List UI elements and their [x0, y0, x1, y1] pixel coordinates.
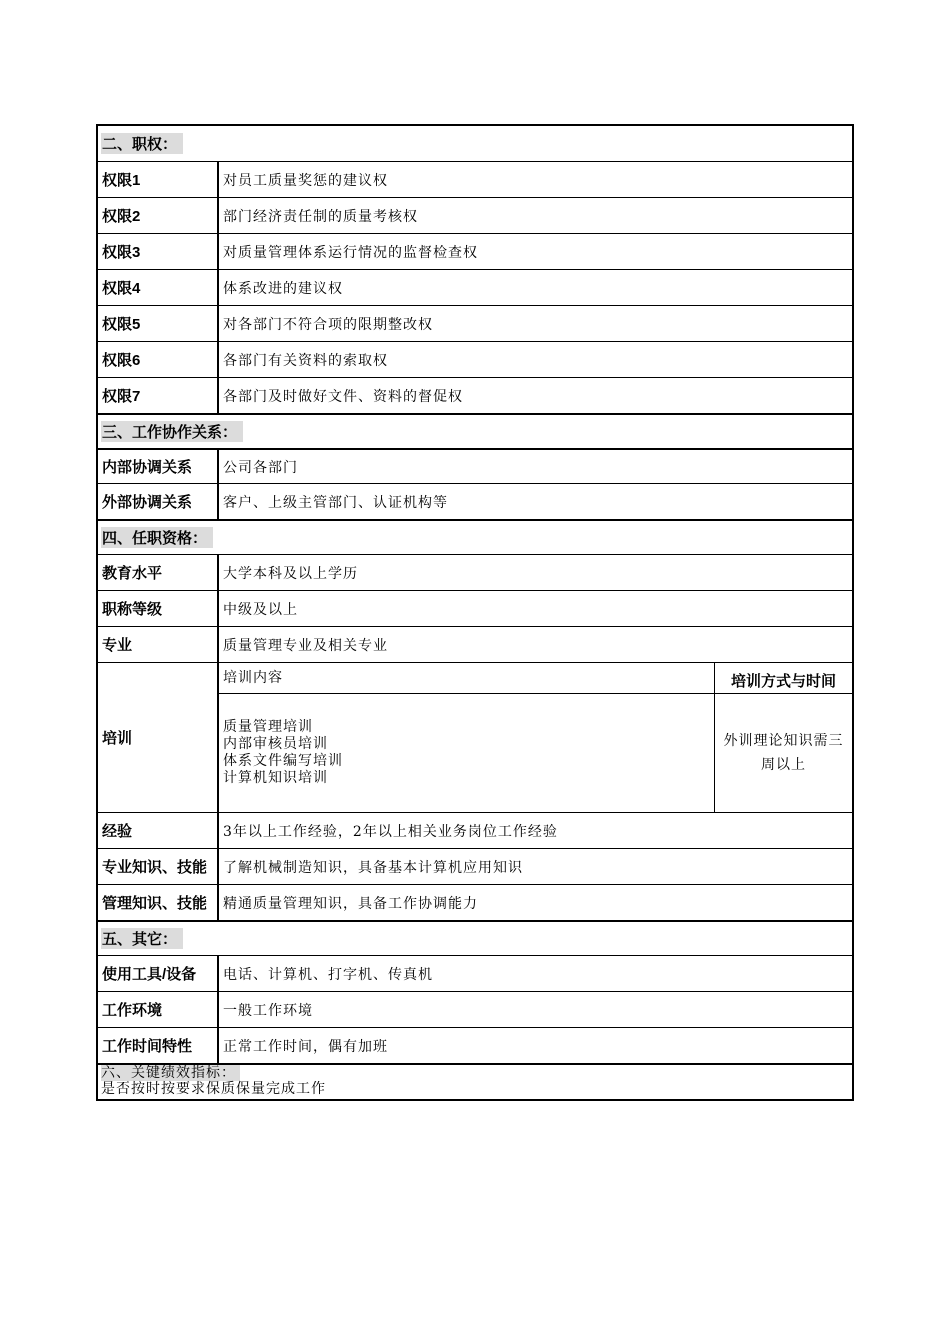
major-value: 质量管理专业及相关专业	[223, 637, 388, 654]
training-label: 培训	[98, 663, 219, 812]
training-item: 质量管理培训	[223, 719, 313, 735]
cooperation-value: 公司各部门	[223, 459, 298, 476]
section-other	[98, 920, 852, 955]
training-method: 外训理论知识需三周以上	[714, 694, 852, 812]
authority-value: 对员工质量奖惩的建议权	[223, 172, 388, 189]
training-row	[98, 662, 852, 812]
authority-value: 各部门有关资料的索取权	[223, 352, 388, 369]
training-method-header: 培训方式与时间	[714, 663, 852, 693]
section-cooperation-title: 三、工作协作关系：	[101, 421, 243, 442]
authority-row-5	[98, 305, 852, 341]
professional-skill-value: 了解机械制造知识，具备基本计算机应用知识	[223, 859, 523, 876]
management-skill-value: 精通质量管理知识，具备工作协调能力	[223, 895, 478, 912]
section-cooperation	[98, 413, 852, 448]
training-items	[219, 694, 714, 812]
experience-value: 3年以上工作经验，2年以上相关业务岗位工作经验	[223, 823, 558, 840]
cooperation-label: 内部协调关系	[98, 450, 219, 483]
tools-label: 使用工具/设备	[98, 956, 219, 991]
training-content-header: 培训内容	[223, 670, 283, 686]
tools-row	[98, 955, 852, 991]
training-item: 计算机知识培训	[223, 770, 328, 786]
environment-label: 工作环境	[98, 992, 219, 1027]
authority-row-7	[98, 377, 852, 413]
training-header	[219, 663, 852, 694]
education-row	[98, 554, 852, 590]
kpi-value: 是否按时按要求保质保量完成工作	[101, 1081, 326, 1097]
title-level-row	[98, 590, 852, 626]
authority-label: 权限5	[98, 306, 219, 341]
authority-row-6	[98, 341, 852, 377]
authority-value: 体系改进的建议权	[223, 280, 343, 297]
title-level-value: 中级及以上	[223, 601, 298, 618]
authority-row-2	[98, 197, 852, 233]
section-qualification	[98, 519, 852, 554]
training-grid	[219, 663, 852, 812]
cooperation-row-external	[98, 483, 852, 519]
authority-label: 权限3	[98, 234, 219, 269]
work-time-value: 正常工作时间，偶有加班	[223, 1038, 388, 1055]
management-skill-label: 管理知识、技能	[98, 885, 219, 920]
authority-value: 各部门及时做好文件、资料的督促权	[223, 388, 463, 405]
education-value: 大学本科及以上学历	[223, 565, 358, 582]
major-row	[98, 626, 852, 662]
authority-label: 权限1	[98, 162, 219, 197]
section-qualification-title: 四、任职资格：	[101, 527, 213, 548]
authority-label: 权限6	[98, 342, 219, 377]
section-authority-title: 二、职权：	[101, 133, 183, 154]
training-item: 体系文件编写培训	[223, 753, 343, 769]
cooperation-row-internal	[98, 448, 852, 483]
management-skill-row	[98, 884, 852, 920]
education-label: 教育水平	[98, 555, 219, 590]
work-time-row	[98, 1027, 852, 1063]
section-kpi-title: 六、关键绩效指标：	[101, 1065, 240, 1081]
environment-row	[98, 991, 852, 1027]
training-item: 内部审核员培训	[223, 736, 328, 752]
authority-row-4	[98, 269, 852, 305]
major-label: 专业	[98, 627, 219, 662]
experience-label: 经验	[98, 813, 219, 848]
authority-value: 对质量管理体系运行情况的监督检查权	[223, 244, 478, 261]
work-time-label: 工作时间特性	[98, 1028, 219, 1063]
kpi-section	[98, 1063, 852, 1099]
job-description-table	[96, 124, 854, 1101]
authority-label: 权限2	[98, 198, 219, 233]
authority-label: 权限4	[98, 270, 219, 305]
authority-label: 权限7	[98, 378, 219, 413]
authority-row-1	[98, 161, 852, 197]
tools-value: 电话、计算机、打字机、传真机	[223, 966, 433, 983]
professional-skill-label: 专业知识、技能	[98, 849, 219, 884]
environment-value: 一般工作环境	[223, 1002, 313, 1019]
title-level-label: 职称等级	[98, 591, 219, 626]
section-other-title: 五、其它：	[101, 928, 183, 949]
cooperation-value: 客户、上级主管部门、认证机构等	[223, 494, 448, 511]
cooperation-label: 外部协调关系	[98, 484, 219, 519]
section-authority	[98, 126, 852, 161]
authority-value: 部门经济责任制的质量考核权	[223, 208, 418, 225]
professional-skill-row	[98, 848, 852, 884]
authority-value: 对各部门不符合项的限期整改权	[223, 316, 433, 333]
experience-row	[98, 812, 852, 848]
authority-row-3	[98, 233, 852, 269]
training-body	[219, 694, 852, 812]
